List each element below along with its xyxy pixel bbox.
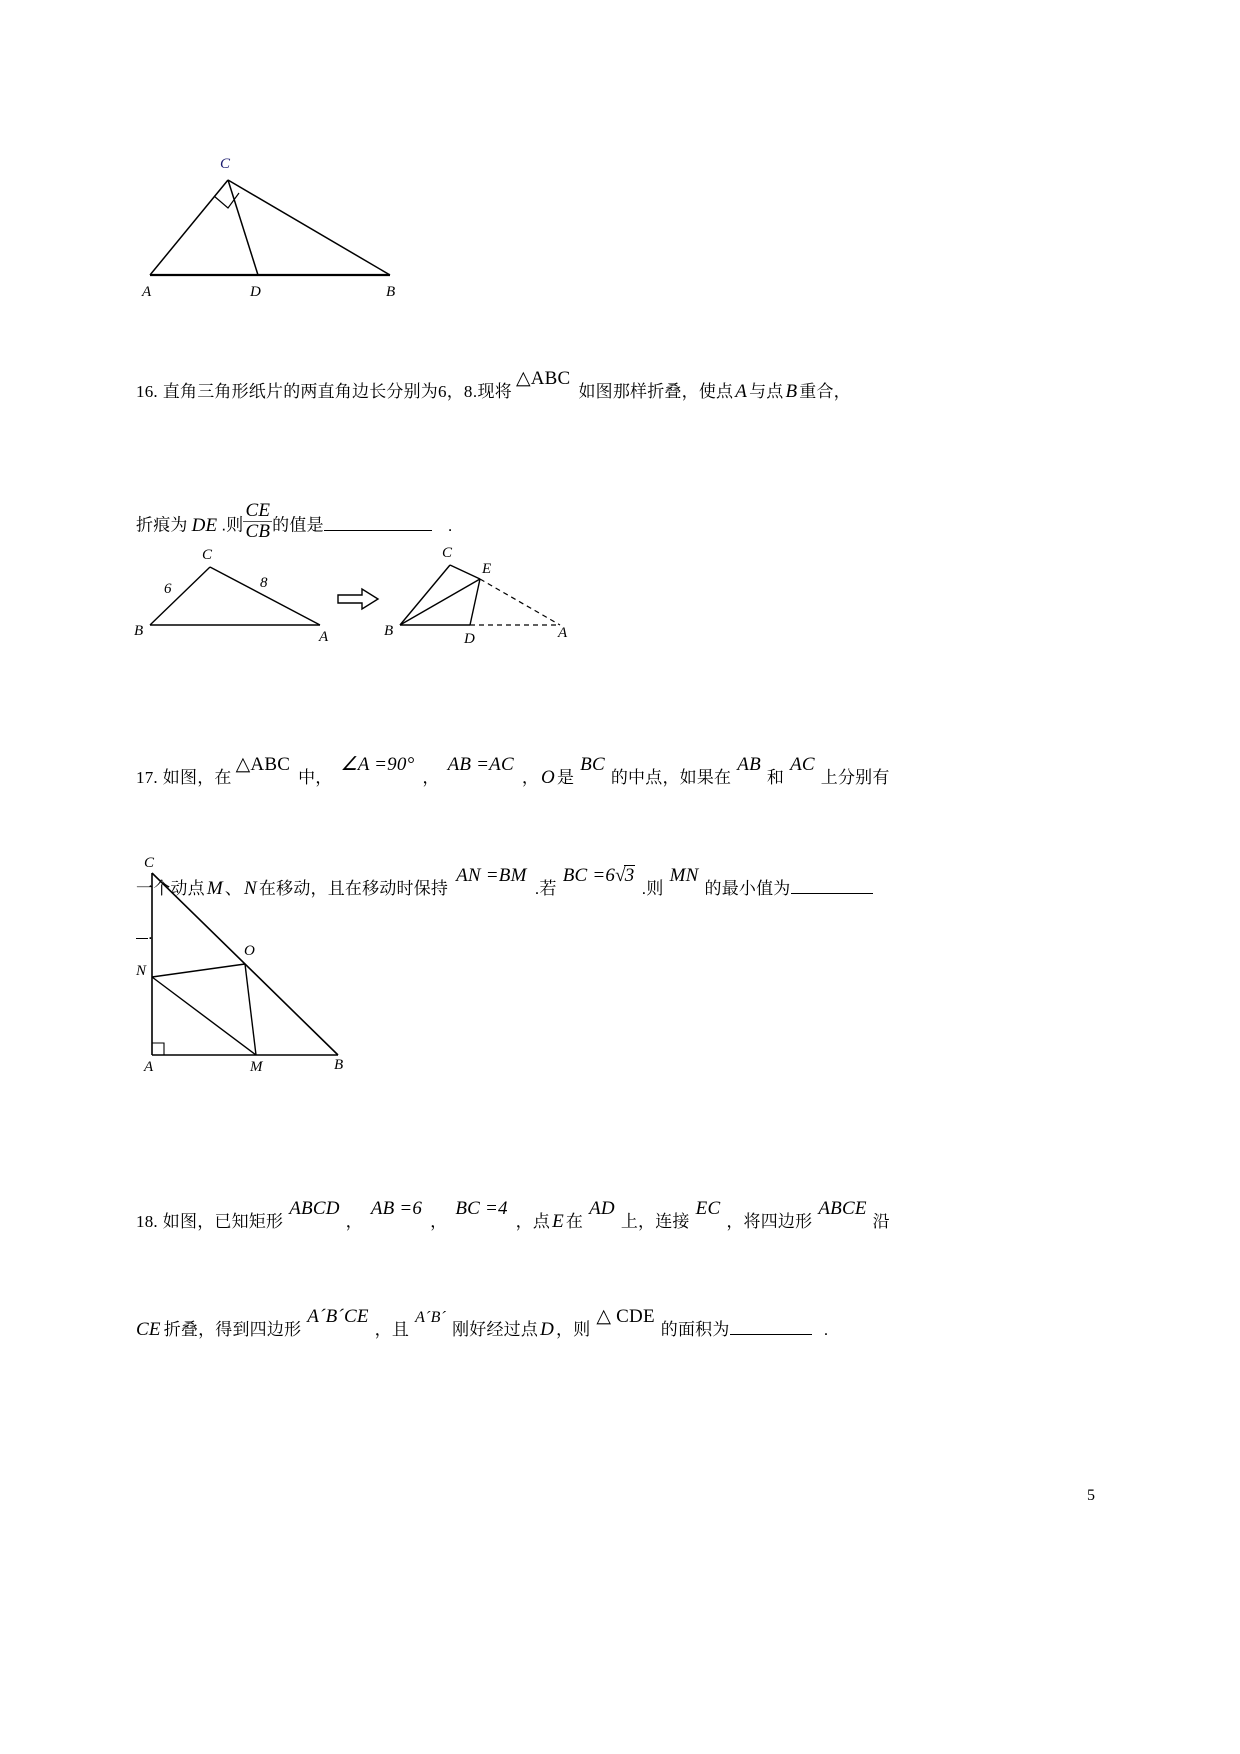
q17-radicand: 3 bbox=[624, 865, 635, 886]
q17-label-B: B bbox=[334, 1057, 344, 1073]
figure-label-B: B bbox=[386, 284, 396, 300]
q16-right-label-A: A bbox=[558, 625, 568, 641]
q18-comma-1: ， bbox=[345, 1212, 363, 1231]
q17-text-b: 中， bbox=[298, 768, 333, 787]
q16-number: 16 bbox=[136, 382, 154, 401]
q16-fraction-numerator: CE bbox=[245, 500, 271, 521]
q17-l2-text-c: 若 bbox=[539, 879, 557, 898]
q16-right-label-E: E bbox=[482, 561, 492, 577]
q17-text-a: 如图，在 bbox=[162, 768, 232, 787]
q17-eq-ab-ac: AB =AC bbox=[447, 754, 514, 775]
q17-label-N: N bbox=[136, 963, 147, 979]
q17-var-O: O bbox=[541, 767, 555, 788]
question-18-line-1 bbox=[136, 1198, 890, 1233]
q16-right-label-B: B bbox=[384, 623, 394, 639]
figure-q16-fold bbox=[130, 525, 600, 650]
q17-label-M: M bbox=[250, 1059, 263, 1075]
q17-eq-bc-6root3 bbox=[563, 865, 636, 887]
q18-eq-triangle-cde: △ CDE bbox=[596, 1306, 655, 1327]
q18-eq-bc: BC =4 bbox=[455, 1198, 508, 1219]
question-17-line-1 bbox=[136, 754, 890, 789]
q16-text-c: 如图那样折叠，使点 bbox=[578, 382, 734, 401]
figure-label-C: C bbox=[220, 156, 231, 172]
figure-q17-isosceles-right-triangle bbox=[136, 855, 378, 1075]
q16-l2-text-c: 的值是 bbox=[272, 515, 324, 535]
q17-comma-1: ， bbox=[422, 768, 440, 787]
q16-text-b: 现将 bbox=[477, 382, 512, 401]
q16-left-label-C: C bbox=[202, 547, 213, 563]
q16-l2-text-a: 折痕为 bbox=[136, 515, 188, 535]
q18-var-D: D bbox=[540, 1319, 554, 1340]
q17-text-e: 和 bbox=[766, 768, 785, 787]
q17-sep: 、 bbox=[224, 879, 243, 898]
q18-l2-text-c: 刚好经过点 bbox=[452, 1320, 539, 1339]
question-16-line-1 bbox=[136, 368, 851, 403]
q18-eq-ab: AB =6 bbox=[370, 1198, 423, 1219]
q17-l2-text-e: 的最小值为 bbox=[704, 879, 791, 898]
q17-radical-icon: √ bbox=[615, 865, 626, 886]
q17-dot: . bbox=[153, 768, 158, 787]
q17-label-A: A bbox=[144, 1059, 154, 1075]
q16-text-e: 重合， bbox=[799, 382, 851, 401]
q16-period: . bbox=[472, 382, 478, 401]
q17-eq-triangle-abc: △ABC bbox=[235, 754, 291, 775]
q17-answer-blank[interactable] bbox=[791, 880, 873, 894]
q17-eq-bc-lhs: BC =6 bbox=[562, 865, 616, 886]
q17-text-c: 是 bbox=[556, 768, 575, 787]
q16-var-A: A bbox=[735, 381, 748, 402]
q17-eq-ac: AC bbox=[790, 754, 815, 775]
q16-eq-triangle-abc: △ABC bbox=[515, 368, 571, 389]
q18-var-E: E bbox=[552, 1211, 564, 1232]
q17-text-f: 上分别有 bbox=[820, 768, 890, 787]
q18-text-b: 点 bbox=[532, 1212, 551, 1231]
page-number: 5 bbox=[1087, 1487, 1095, 1504]
q17-eq-mn: MN bbox=[669, 865, 699, 886]
q16-var-B: B bbox=[785, 381, 798, 402]
q18-eq-ab-prime: A´B´ bbox=[415, 1309, 447, 1326]
q16-comma-1: ， bbox=[446, 382, 464, 401]
q17-var-M: M bbox=[206, 878, 223, 899]
q18-answer-blank[interactable] bbox=[730, 1321, 812, 1335]
figure-label-D: D bbox=[250, 284, 261, 300]
question-18-line-2 bbox=[136, 1306, 829, 1341]
q16-left-label-A: A bbox=[319, 629, 329, 645]
q18-text-e: 将四边形 bbox=[743, 1212, 813, 1231]
q18-l2-comma-1: ， bbox=[374, 1320, 392, 1339]
q16-val2: 8 bbox=[463, 382, 473, 401]
q18-l2-comma-2: ， bbox=[556, 1320, 574, 1339]
q17-eq-angle-a: ∠A =90° bbox=[340, 754, 415, 775]
q18-l2-text-a: 折叠，得到四边形 bbox=[163, 1320, 302, 1339]
q16-right-label-C: C bbox=[442, 545, 453, 561]
q16-left-label-B: B bbox=[134, 623, 144, 639]
figure-label-A: A bbox=[142, 284, 152, 300]
q16-val1: 6 bbox=[438, 382, 447, 401]
q17-eq-bc: BC bbox=[580, 754, 605, 775]
q17-number: 17 bbox=[136, 768, 154, 787]
q16-right-label-D: D bbox=[464, 631, 475, 647]
q17-l2-text-a: 一个动点 bbox=[136, 879, 205, 898]
q18-l2-end: . bbox=[823, 1320, 829, 1339]
q16-fraction-denominator: CB bbox=[245, 520, 271, 542]
q18-eq-abce-prime: A´B´CE bbox=[307, 1306, 369, 1327]
q18-text-c: 在 bbox=[565, 1212, 584, 1231]
q18-eq-ce: CE bbox=[136, 1319, 161, 1340]
q16-dot: . bbox=[153, 382, 158, 401]
q17-l2-period: . bbox=[534, 879, 540, 898]
q17-comma-2: ， bbox=[521, 768, 540, 787]
q16-text-d: 与点 bbox=[749, 382, 784, 401]
q18-eq-ec: EC bbox=[695, 1198, 721, 1219]
q18-comma-4: ， bbox=[726, 1212, 744, 1231]
q16-l2-period: . bbox=[221, 515, 227, 535]
q18-eq-abce: ABCE bbox=[818, 1198, 867, 1219]
q18-eq-ad: AD bbox=[589, 1198, 615, 1219]
q17-eq-ab: AB bbox=[737, 754, 761, 775]
q18-eq-abcd: ABCD bbox=[289, 1198, 340, 1219]
q17-l2-text-d: 则 bbox=[646, 879, 664, 898]
q16-side-label-6: 6 bbox=[164, 581, 172, 597]
q16-text-a: 直角三角形纸片的两直角边长分别为 bbox=[162, 382, 438, 401]
q18-number: 18 bbox=[136, 1212, 154, 1231]
q17-text-d: 的中点，如果在 bbox=[610, 768, 732, 787]
q18-l2-text-e: 的面积为 bbox=[660, 1320, 730, 1339]
q16-l2-text-b: 则 bbox=[226, 515, 244, 535]
figure-right-triangle-altitude bbox=[140, 140, 410, 300]
q16-arrow-icon bbox=[338, 589, 378, 609]
q16-l2-end: . bbox=[447, 515, 453, 535]
q17-label-C: C bbox=[144, 855, 155, 871]
q18-l2-text-d: 则 bbox=[573, 1320, 591, 1339]
q18-l2-text-b: 且 bbox=[391, 1320, 410, 1339]
q16-side-label-8: 8 bbox=[260, 575, 268, 591]
q18-text-d: 上，连接 bbox=[620, 1212, 690, 1231]
q18-comma-2: ， bbox=[430, 1212, 448, 1231]
q18-text-f: 沿 bbox=[872, 1212, 890, 1231]
q18-comma-3: ， bbox=[515, 1212, 533, 1231]
q17-var-N: N bbox=[244, 878, 257, 899]
q17-eq-an-bm: AN =BM bbox=[456, 865, 527, 886]
q17-l3-period: . bbox=[148, 924, 153, 943]
q17-label-O: O bbox=[244, 943, 255, 959]
q16-eq-DE: DE bbox=[191, 514, 218, 536]
q17-l2-period-2: . bbox=[641, 879, 647, 898]
q18-text-a: 如图，已知矩形 bbox=[162, 1212, 284, 1231]
q17-l2-text-b: 在移动，且在移动时保持 bbox=[258, 879, 449, 898]
q18-dot: . bbox=[153, 1212, 158, 1231]
